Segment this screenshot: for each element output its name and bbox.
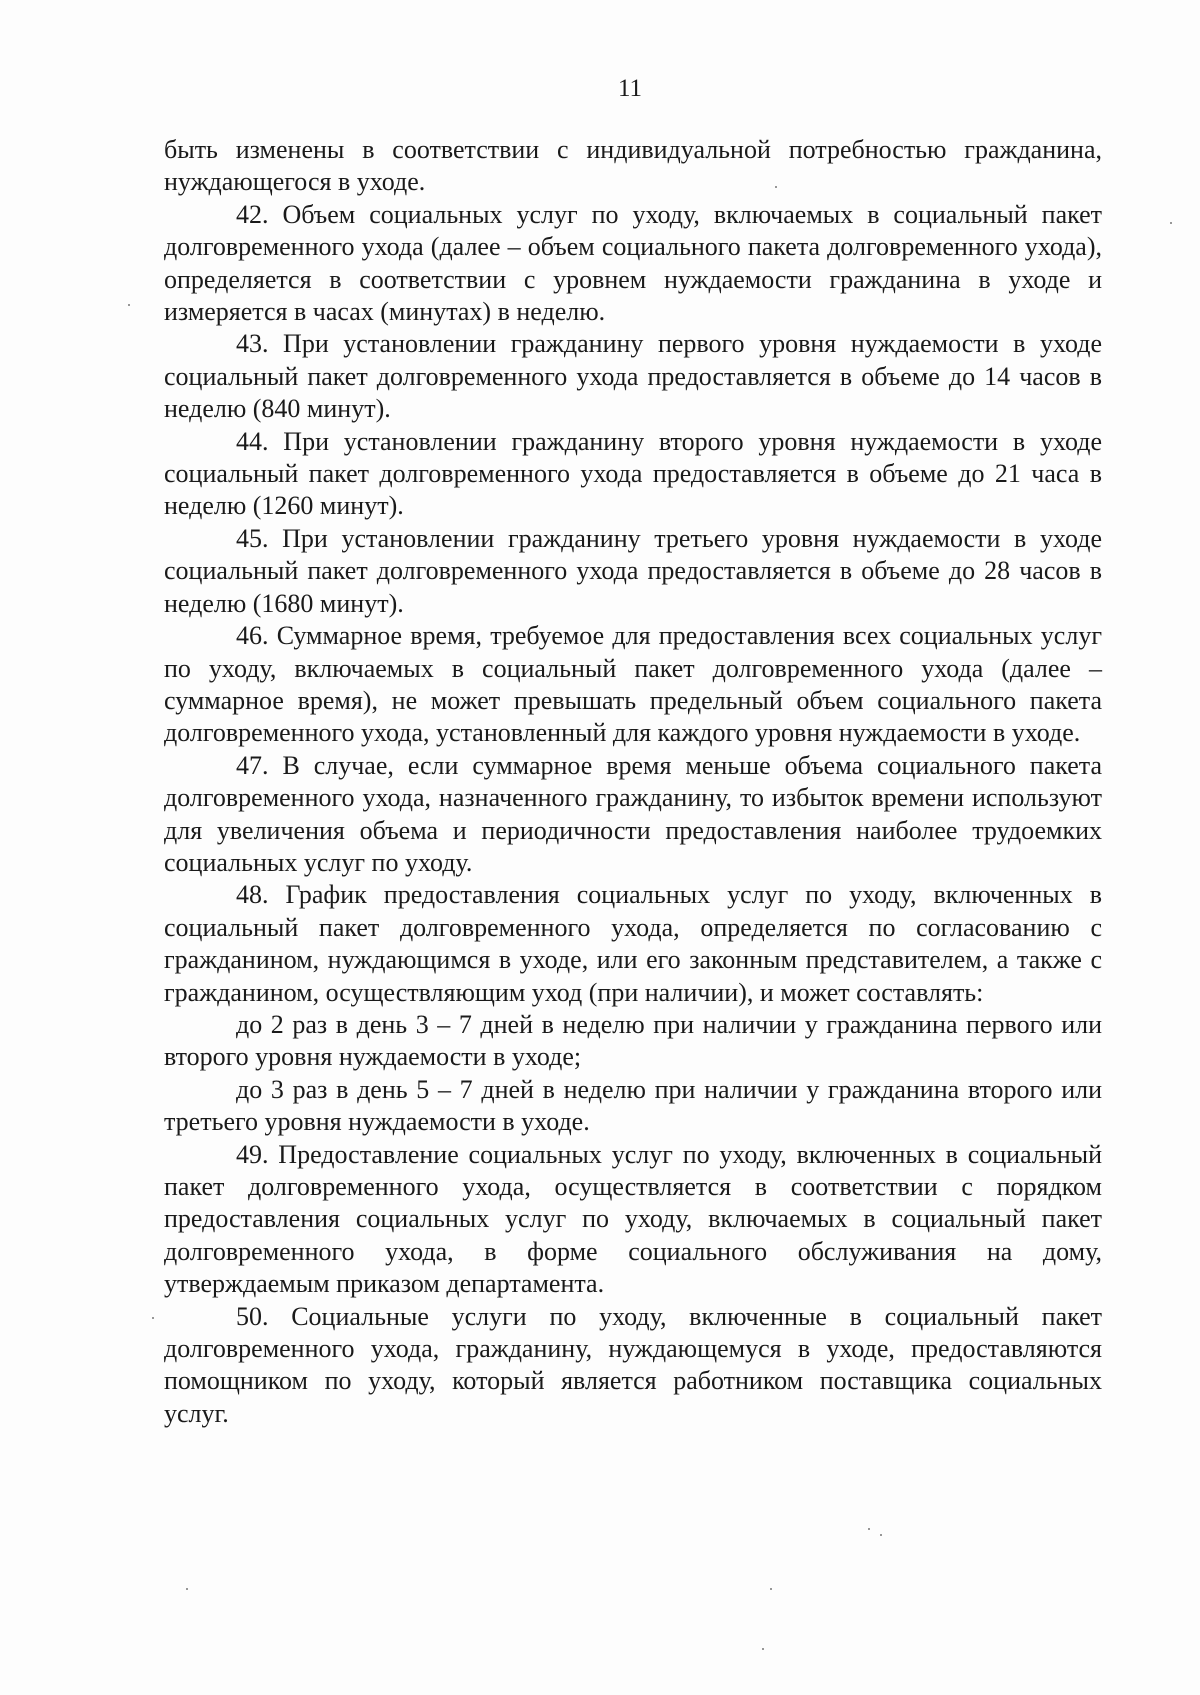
scan-speck	[880, 1534, 882, 1536]
paragraph-46: 46. Суммарное время, требуемое для предоставления всех социальных услуг по уходу, включаемых в социальный пакет долговременного ухода (далее – суммарное время), не может превышать предельный объем социального пакета долговременного ухода, установленный для каждого уровня нуждаемости в уходе.	[164, 621, 1102, 748]
paragraph-42: 42. Объем социальных услуг по уходу, включаемых в социальный пакет долговременного ухода (далее – объем социального пакета долговременного ухода), определяется в соответствии с уровнем нуждаемости гражданина в уходе и измеряется в часах (минутах) в неделю.	[164, 199, 1102, 327]
paragraph-45: 45. При установлении гражданину третьего уровня нуждаемости в уходе социальный пакет долговременного ухода предоставляется в объеме до 28 часов в неделю (1680 минут).	[164, 523, 1102, 618]
page-number: 11	[617, 75, 643, 102]
document-body	[164, 134, 1102, 1430]
scan-speck	[1170, 222, 1172, 224]
paragraph-47: 47. В случае, если суммарное время меньше объема социального пакета долговременного ухода, назначенного гражданину, то избыток времени используют для увеличения объема и периодичности предоставления наиболее трудоемких социальных услуг по уходу.	[164, 750, 1102, 877]
scan-speck	[868, 1528, 870, 1530]
scan-speck	[186, 1588, 188, 1590]
scan-speck	[152, 1317, 154, 1319]
paragraph-44: 44. При установлении гражданину второго уровня нуждаемости в уходе социальный пакет долговременного ухода предоставляется в объеме до 21 часа в неделю (1260 минут).	[164, 426, 1102, 521]
paragraph-48: 48. График предоставления социальных услуг по уходу, включенных в социальный пакет долговременного ухода, определяется по согласованию с гражданином, нуждающимся в уходе, или его законным представителем, а также с гражданином, осуществляющим уход (при наличии), и может составлять:	[164, 880, 1102, 1007]
scan-speck	[775, 186, 777, 188]
scan-speck	[770, 1588, 772, 1590]
paragraph-49: 49. Предоставление социальных услуг по уходу, включенных в социальный пакет долговременного ухода, осуществляется в соответствии с порядком предоставления социальных услуг по уходу, включаемых в социальный пакет долговременного ухода, в форме социального обслуживания на дому, утверждаемым приказом департамента.	[164, 1139, 1102, 1299]
scan-speck	[128, 304, 130, 306]
paragraph-48-item-first-second-level: до 2 раз в день 3 – 7 дней в неделю при наличии у гражданина первого или второго уровня нуждаемости в уходе;	[164, 1009, 1102, 1072]
paragraph-43: 43. При установлении гражданину первого уровня нуждаемости в уходе социальный пакет долговременного ухода предоставляется в объеме до 14 часов в неделю (840 минут).	[164, 329, 1102, 424]
paragraph-50: 50. Социальные услуги по уходу, включенные в социальный пакет долговременного ухода, гражданину, нуждающемуся в уходе, предоставляются помощником по уходу, который является работником поставщика социальных услуг.	[164, 1301, 1102, 1428]
scan-speck	[762, 1648, 764, 1650]
paragraph-48-item-second-third-level: до 3 раз в день 5 – 7 дней в неделю при наличии у гражданина второго или третьего уровня нуждаемости в уходе.	[164, 1074, 1102, 1137]
paragraph-continuation: быть изменены в соответствии с индивидуальной потребностью гражданина, нуждающегося в уходе.	[164, 135, 1102, 197]
